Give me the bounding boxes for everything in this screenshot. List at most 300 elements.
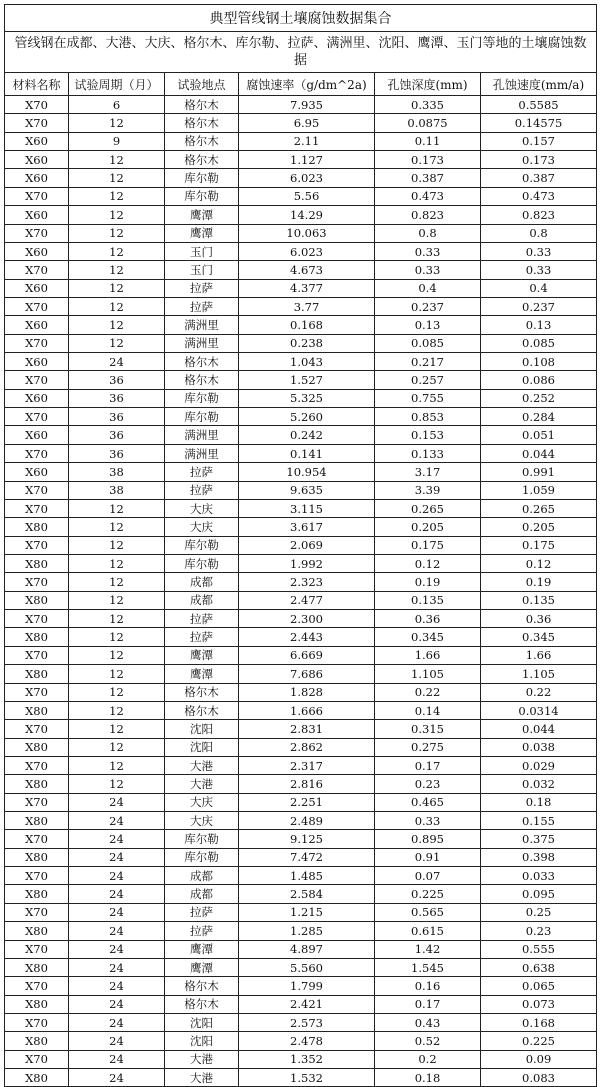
cell-pit-depth: 0.12 — [375, 554, 481, 572]
header-row — [5, 73, 597, 96]
cell-location: 鹰潭 — [165, 224, 239, 242]
cell-pit-depth: 1.105 — [375, 665, 481, 683]
cell-material: X70 — [5, 481, 69, 499]
table-row — [5, 297, 597, 315]
table-row — [5, 518, 597, 536]
cell-material: X80 — [5, 665, 69, 683]
cell-location: 格尔木 — [165, 132, 239, 150]
cell-location: 满洲里 — [165, 426, 239, 444]
cell-location: 鹰潭 — [165, 958, 239, 976]
cell-pit-rate: 0.065 — [481, 977, 597, 995]
cell-pit-depth: 0.237 — [375, 297, 481, 315]
cell-material: X80 — [5, 848, 69, 866]
cell-pit-depth: 0.275 — [375, 738, 481, 756]
cell-pit-depth: 0.17 — [375, 995, 481, 1013]
table-row — [5, 151, 597, 169]
table-row — [5, 610, 597, 628]
cell-location: 满洲里 — [165, 444, 239, 462]
cell-period: 24 — [69, 793, 165, 811]
cell-location: 库尔勒 — [165, 187, 239, 205]
cell-corrosion-rate: 2.862 — [239, 738, 375, 756]
cell-material: X70 — [5, 830, 69, 848]
cell-corrosion-rate: 4.897 — [239, 940, 375, 958]
cell-corrosion-rate: 10.954 — [239, 463, 375, 481]
cell-material: X70 — [5, 977, 69, 995]
cell-corrosion-rate: 2.421 — [239, 995, 375, 1013]
cell-corrosion-rate: 6.95 — [239, 114, 375, 132]
cell-material: X60 — [5, 169, 69, 187]
cell-corrosion-rate: 2.11 — [239, 132, 375, 150]
table-row — [5, 1069, 597, 1087]
table-row — [5, 720, 597, 738]
cell-location: 鹰潭 — [165, 206, 239, 224]
cell-location: 拉萨 — [165, 297, 239, 315]
cell-period: 24 — [69, 353, 165, 371]
cell-pit-rate: 0.038 — [481, 738, 597, 756]
cell-location: 库尔勒 — [165, 536, 239, 554]
cell-period: 12 — [69, 756, 165, 774]
cell-pit-depth: 0.565 — [375, 903, 481, 921]
cell-material: X70 — [5, 371, 69, 389]
cell-corrosion-rate: 5.260 — [239, 408, 375, 426]
table-row — [5, 187, 597, 205]
cell-location: 拉萨 — [165, 279, 239, 297]
cell-pit-rate: 0.155 — [481, 812, 597, 830]
cell-material: X60 — [5, 389, 69, 407]
cell-corrosion-rate: 1.799 — [239, 977, 375, 995]
cell-corrosion-rate: 4.377 — [239, 279, 375, 297]
cell-material: X80 — [5, 1069, 69, 1087]
cell-period: 12 — [69, 169, 165, 187]
cell-corrosion-rate: 0.242 — [239, 426, 375, 444]
table-row — [5, 444, 597, 462]
cell-pit-depth: 0.853 — [375, 408, 481, 426]
cell-period: 36 — [69, 371, 165, 389]
cell-material: X80 — [5, 738, 69, 756]
cell-corrosion-rate: 0.168 — [239, 316, 375, 334]
cell-material: X60 — [5, 242, 69, 260]
cell-pit-depth: 0.755 — [375, 389, 481, 407]
cell-pit-depth: 0.43 — [375, 1013, 481, 1031]
table-row — [5, 242, 597, 260]
cell-period: 24 — [69, 1032, 165, 1050]
table-row — [5, 646, 597, 664]
cell-pit-rate: 0.225 — [481, 1032, 597, 1050]
cell-location: 大港 — [165, 756, 239, 774]
cell-pit-depth: 0.345 — [375, 628, 481, 646]
cell-corrosion-rate: 3.617 — [239, 518, 375, 536]
cell-pit-depth: 0.217 — [375, 353, 481, 371]
cell-material: X80 — [5, 995, 69, 1013]
table-body — [5, 96, 597, 1087]
cell-corrosion-rate: 1.485 — [239, 867, 375, 885]
cell-pit-depth: 0.11 — [375, 132, 481, 150]
cell-material: X70 — [5, 114, 69, 132]
cell-pit-rate: 0.18 — [481, 793, 597, 811]
cell-material: X70 — [5, 646, 69, 664]
cell-pit-rate: 0.284 — [481, 408, 597, 426]
cell-period: 12 — [69, 775, 165, 793]
cell-location: 格尔木 — [165, 371, 239, 389]
cell-pit-rate: 0.029 — [481, 756, 597, 774]
cell-pit-depth: 0.265 — [375, 499, 481, 517]
cell-corrosion-rate: 2.816 — [239, 775, 375, 793]
cell-pit-depth: 0.085 — [375, 334, 481, 352]
cell-period: 36 — [69, 389, 165, 407]
table-row — [5, 353, 597, 371]
cell-location: 库尔勒 — [165, 408, 239, 426]
cell-location: 大庆 — [165, 518, 239, 536]
table-row — [5, 206, 597, 224]
cell-corrosion-rate: 5.560 — [239, 958, 375, 976]
cell-pit-rate: 0.135 — [481, 591, 597, 609]
cell-location: 大港 — [165, 775, 239, 793]
cell-location: 拉萨 — [165, 463, 239, 481]
cell-corrosion-rate: 9.635 — [239, 481, 375, 499]
cell-period: 12 — [69, 499, 165, 517]
cell-pit-rate: 0.108 — [481, 353, 597, 371]
cell-corrosion-rate: 2.443 — [239, 628, 375, 646]
cell-pit-depth: 0.14 — [375, 701, 481, 719]
cell-pit-rate: 0.19 — [481, 573, 597, 591]
cell-corrosion-rate: 2.251 — [239, 793, 375, 811]
cell-period: 12 — [69, 114, 165, 132]
cell-pit-rate: 0.33 — [481, 242, 597, 260]
cell-material: X80 — [5, 775, 69, 793]
cell-material: X80 — [5, 554, 69, 572]
cell-location: 拉萨 — [165, 922, 239, 940]
cell-location: 格尔木 — [165, 353, 239, 371]
cell-location: 格尔木 — [165, 683, 239, 701]
table-row — [5, 573, 597, 591]
cell-period: 38 — [69, 481, 165, 499]
cell-location: 库尔勒 — [165, 830, 239, 848]
cell-corrosion-rate: 4.673 — [239, 261, 375, 279]
cell-location: 沈阳 — [165, 738, 239, 756]
table-row — [5, 1032, 597, 1050]
cell-location: 格尔木 — [165, 96, 239, 114]
table-row — [5, 903, 597, 921]
cell-pit-rate: 0.085 — [481, 334, 597, 352]
cell-material: X70 — [5, 610, 69, 628]
cell-pit-rate: 0.345 — [481, 628, 597, 646]
cell-location: 格尔木 — [165, 701, 239, 719]
cell-material: X60 — [5, 426, 69, 444]
cell-corrosion-rate: 6.023 — [239, 242, 375, 260]
cell-material: X80 — [5, 628, 69, 646]
cell-period: 24 — [69, 1069, 165, 1087]
cell-material: X70 — [5, 940, 69, 958]
cell-period: 24 — [69, 903, 165, 921]
cell-pit-depth: 0.18 — [375, 1069, 481, 1087]
cell-corrosion-rate: 1.992 — [239, 554, 375, 572]
cell-corrosion-rate: 1.127 — [239, 151, 375, 169]
cell-pit-rate: 0.0314 — [481, 701, 597, 719]
cell-period: 12 — [69, 334, 165, 352]
cell-pit-depth: 1.66 — [375, 646, 481, 664]
cell-period: 24 — [69, 977, 165, 995]
cell-pit-rate: 0.22 — [481, 683, 597, 701]
cell-period: 12 — [69, 683, 165, 701]
table-row — [5, 867, 597, 885]
cell-location: 成都 — [165, 867, 239, 885]
data-sheet — [4, 4, 596, 1087]
cell-period: 24 — [69, 830, 165, 848]
table-row — [5, 665, 597, 683]
cell-material: X60 — [5, 151, 69, 169]
cell-period: 12 — [69, 279, 165, 297]
cell-period: 24 — [69, 958, 165, 976]
table-row — [5, 848, 597, 866]
cell-location: 成都 — [165, 591, 239, 609]
cell-corrosion-rate: 2.477 — [239, 591, 375, 609]
cell-pit-rate: 0.175 — [481, 536, 597, 554]
cell-period: 12 — [69, 206, 165, 224]
cell-location: 满洲里 — [165, 316, 239, 334]
cell-pit-rate: 0.12 — [481, 554, 597, 572]
table-row — [5, 96, 597, 114]
cell-pit-depth: 3.39 — [375, 481, 481, 499]
cell-location: 拉萨 — [165, 628, 239, 646]
cell-corrosion-rate: 1.352 — [239, 1050, 375, 1068]
cell-corrosion-rate: 2.831 — [239, 720, 375, 738]
table-row — [5, 426, 597, 444]
cell-material: X70 — [5, 224, 69, 242]
table-title: 典型管线钢土壤腐蚀数据集合 — [5, 5, 597, 32]
cell-pit-depth: 0.33 — [375, 261, 481, 279]
table-row — [5, 499, 597, 517]
cell-material: X70 — [5, 720, 69, 738]
cell-location: 沈阳 — [165, 720, 239, 738]
cell-period: 24 — [69, 848, 165, 866]
table-row — [5, 132, 597, 150]
cell-pit-depth: 0.205 — [375, 518, 481, 536]
table-row — [5, 1050, 597, 1068]
cell-pit-rate: 0.237 — [481, 297, 597, 315]
cell-pit-rate: 0.638 — [481, 958, 597, 976]
table-row — [5, 334, 597, 352]
cell-pit-depth: 0.335 — [375, 96, 481, 114]
table-row — [5, 812, 597, 830]
cell-corrosion-rate: 7.935 — [239, 96, 375, 114]
cell-material: X80 — [5, 958, 69, 976]
cell-corrosion-rate: 1.285 — [239, 922, 375, 940]
cell-pit-rate: 0.14575 — [481, 114, 597, 132]
cell-material: X70 — [5, 903, 69, 921]
cell-material: X70 — [5, 408, 69, 426]
cell-period: 12 — [69, 261, 165, 279]
cell-pit-depth: 0.615 — [375, 922, 481, 940]
cell-pit-depth: 0.387 — [375, 169, 481, 187]
cell-pit-depth: 1.545 — [375, 958, 481, 976]
cell-pit-depth: 0.52 — [375, 1032, 481, 1050]
cell-pit-rate: 0.555 — [481, 940, 597, 958]
cell-location: 拉萨 — [165, 903, 239, 921]
cell-period: 12 — [69, 187, 165, 205]
cell-material: X70 — [5, 1050, 69, 1068]
cell-location: 成都 — [165, 573, 239, 591]
table-row — [5, 536, 597, 554]
table-row — [5, 316, 597, 334]
cell-corrosion-rate: 2.323 — [239, 573, 375, 591]
cell-pit-rate: 0.25 — [481, 903, 597, 921]
cell-material: X60 — [5, 206, 69, 224]
cell-period: 9 — [69, 132, 165, 150]
cell-pit-depth: 0.07 — [375, 867, 481, 885]
cell-corrosion-rate: 6.669 — [239, 646, 375, 664]
cell-corrosion-rate: 2.069 — [239, 536, 375, 554]
cell-location: 拉萨 — [165, 481, 239, 499]
cell-pit-depth: 0.16 — [375, 977, 481, 995]
cell-material: X80 — [5, 591, 69, 609]
cell-pit-rate: 1.105 — [481, 665, 597, 683]
cell-pit-rate: 0.265 — [481, 499, 597, 517]
cell-pit-rate: 0.36 — [481, 610, 597, 628]
cell-period: 12 — [69, 646, 165, 664]
cell-pit-rate: 0.09 — [481, 1050, 597, 1068]
cell-pit-depth: 3.17 — [375, 463, 481, 481]
table-row — [5, 958, 597, 976]
table-row — [5, 940, 597, 958]
cell-pit-depth: 0.257 — [375, 371, 481, 389]
cell-period: 24 — [69, 995, 165, 1013]
cell-corrosion-rate: 3.77 — [239, 297, 375, 315]
cell-pit-depth: 0.2 — [375, 1050, 481, 1068]
cell-material: X80 — [5, 812, 69, 830]
cell-period: 36 — [69, 426, 165, 444]
cell-corrosion-rate: 1.532 — [239, 1069, 375, 1087]
cell-pit-rate: 0.375 — [481, 830, 597, 848]
cell-material: X70 — [5, 573, 69, 591]
header-period: 试验周期（月） — [69, 73, 165, 96]
cell-location: 格尔木 — [165, 977, 239, 995]
cell-period: 24 — [69, 922, 165, 940]
cell-material: X70 — [5, 536, 69, 554]
cell-pit-rate: 0.473 — [481, 187, 597, 205]
cell-pit-rate: 0.387 — [481, 169, 597, 187]
header-material: 材料名称 — [5, 73, 69, 96]
cell-period: 12 — [69, 701, 165, 719]
cell-pit-rate: 0.032 — [481, 775, 597, 793]
table-row — [5, 481, 597, 499]
cell-pit-depth: 0.225 — [375, 885, 481, 903]
cell-corrosion-rate: 3.115 — [239, 499, 375, 517]
cell-pit-rate: 0.073 — [481, 995, 597, 1013]
cell-pit-depth: 0.13 — [375, 316, 481, 334]
cell-pit-rate: 0.4 — [481, 279, 597, 297]
cell-period: 12 — [69, 738, 165, 756]
cell-pit-rate: 0.8 — [481, 224, 597, 242]
cell-pit-rate: 0.205 — [481, 518, 597, 536]
cell-location: 格尔木 — [165, 114, 239, 132]
cell-location: 沈阳 — [165, 1032, 239, 1050]
cell-pit-rate: 0.823 — [481, 206, 597, 224]
cell-pit-depth: 0.8 — [375, 224, 481, 242]
table-row — [5, 885, 597, 903]
cell-material: X70 — [5, 1013, 69, 1031]
cell-material: X80 — [5, 701, 69, 719]
cell-material: X60 — [5, 463, 69, 481]
cell-material: X70 — [5, 683, 69, 701]
table-row — [5, 114, 597, 132]
cell-corrosion-rate: 5.56 — [239, 187, 375, 205]
table-row — [5, 1013, 597, 1031]
cell-pit-rate: 1.66 — [481, 646, 597, 664]
cell-pit-depth: 0.153 — [375, 426, 481, 444]
cell-location: 大港 — [165, 1069, 239, 1087]
cell-pit-rate: 0.33 — [481, 261, 597, 279]
cell-corrosion-rate: 1.828 — [239, 683, 375, 701]
cell-material: X70 — [5, 261, 69, 279]
cell-pit-depth: 0.0875 — [375, 114, 481, 132]
cell-material: X60 — [5, 132, 69, 150]
cell-period: 24 — [69, 1013, 165, 1031]
cell-pit-rate: 0.157 — [481, 132, 597, 150]
cell-pit-depth: 0.19 — [375, 573, 481, 591]
cell-material: X70 — [5, 187, 69, 205]
table-row — [5, 775, 597, 793]
cell-location: 拉萨 — [165, 610, 239, 628]
cell-material: X70 — [5, 756, 69, 774]
cell-period: 12 — [69, 720, 165, 738]
cell-location: 鹰潭 — [165, 646, 239, 664]
cell-location: 沈阳 — [165, 1013, 239, 1031]
cell-location: 大港 — [165, 1050, 239, 1068]
cell-period: 12 — [69, 610, 165, 628]
cell-period: 12 — [69, 554, 165, 572]
cell-period: 24 — [69, 1050, 165, 1068]
cell-period: 36 — [69, 408, 165, 426]
table-row — [5, 995, 597, 1013]
cell-material: X80 — [5, 1032, 69, 1050]
cell-corrosion-rate: 10.063 — [239, 224, 375, 242]
cell-pit-depth: 0.4 — [375, 279, 481, 297]
cell-corrosion-rate: 9.125 — [239, 830, 375, 848]
cell-corrosion-rate: 2.317 — [239, 756, 375, 774]
cell-corrosion-rate: 2.584 — [239, 885, 375, 903]
corrosion-table — [4, 4, 597, 1087]
cell-location: 满洲里 — [165, 334, 239, 352]
cell-pit-rate: 0.095 — [481, 885, 597, 903]
cell-pit-depth: 0.473 — [375, 187, 481, 205]
cell-material: X70 — [5, 334, 69, 352]
table-row — [5, 279, 597, 297]
cell-location: 大庆 — [165, 499, 239, 517]
cell-corrosion-rate: 0.238 — [239, 334, 375, 352]
header-pit-rate: 孔蚀速度(mm/a) — [481, 73, 597, 96]
cell-period: 24 — [69, 812, 165, 830]
cell-location: 库尔勒 — [165, 554, 239, 572]
cell-period: 12 — [69, 665, 165, 683]
table-row — [5, 169, 597, 187]
table-row — [5, 793, 597, 811]
cell-corrosion-rate: 2.478 — [239, 1032, 375, 1050]
table-row — [5, 756, 597, 774]
cell-material: X60 — [5, 316, 69, 334]
table-row — [5, 683, 597, 701]
cell-corrosion-rate: 2.573 — [239, 1013, 375, 1031]
cell-corrosion-rate: 7.686 — [239, 665, 375, 683]
table-row — [5, 261, 597, 279]
cell-pit-rate: 0.991 — [481, 463, 597, 481]
cell-pit-rate: 0.252 — [481, 389, 597, 407]
cell-corrosion-rate: 1.666 — [239, 701, 375, 719]
cell-material: X70 — [5, 867, 69, 885]
cell-period: 12 — [69, 316, 165, 334]
cell-period: 12 — [69, 536, 165, 554]
cell-corrosion-rate: 0.141 — [239, 444, 375, 462]
cell-location: 格尔木 — [165, 151, 239, 169]
